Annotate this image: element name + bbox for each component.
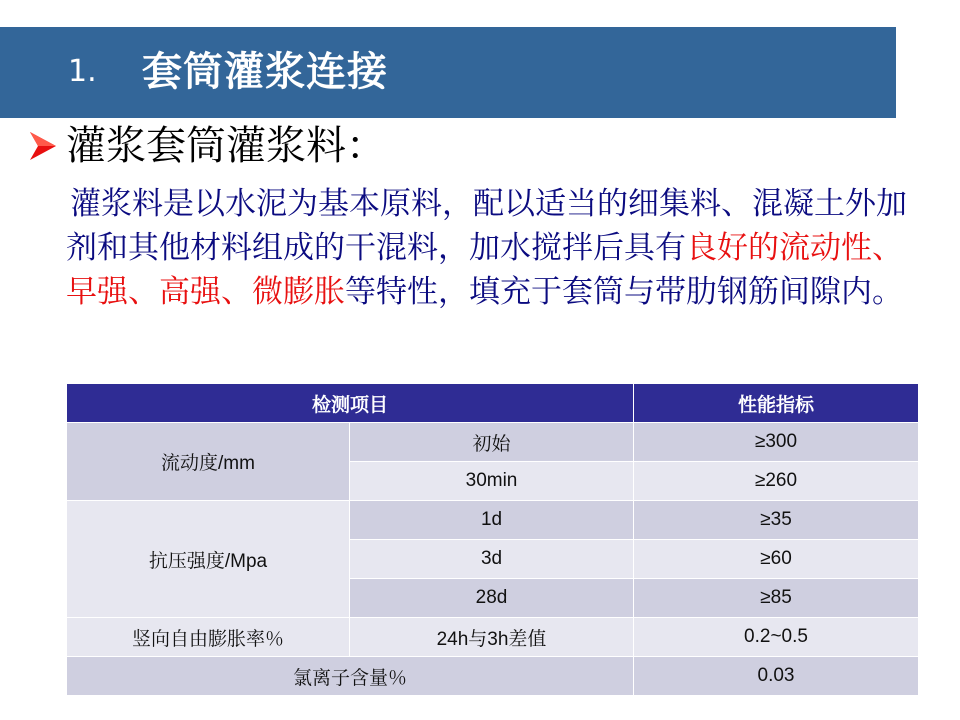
table-row (67, 657, 919, 696)
value-cell: ≥60 (634, 540, 919, 579)
description-paragraph (66, 182, 916, 314)
table-row (67, 618, 919, 657)
table-header-row (67, 384, 919, 423)
page-title: 套筒灌浆连接 (142, 49, 388, 95)
value-cell: 0.03 (634, 657, 919, 696)
sub-item-cell: 3d (350, 540, 634, 579)
table-row (67, 423, 919, 462)
sub-item-cell: 30min (350, 462, 634, 501)
sub-item-cell: 28d (350, 579, 634, 618)
table-row (67, 501, 919, 540)
title-number: 1. (68, 54, 97, 89)
value-cell: ≥85 (634, 579, 919, 618)
item-cell: 竖向自由膨胀率％ (67, 618, 350, 657)
title-bar (0, 27, 896, 118)
value-cell: 0.2~0.5 (634, 618, 919, 657)
paragraph-text-1: 灌浆料是以水泥为基本原料，配以适当的细集料、混凝土外加剂和其他材料组成的干混料，加水搅拌后具有 (66, 186, 907, 266)
item-cell: 流动度/mm (67, 423, 350, 501)
item-cell: 抗压强度/Mpa (67, 501, 350, 618)
sub-item-cell: 1d (350, 501, 634, 540)
sub-item-cell: 初始 (350, 423, 634, 462)
item-cell: 氯离子含量％ (67, 657, 634, 696)
paragraph-highlight: 良好的流动性、早强、高强、微膨胀 (66, 230, 903, 310)
sub-item-cell: 24h与3h差值 (350, 618, 634, 657)
grout-spec-table (66, 383, 919, 696)
value-cell: ≥300 (634, 423, 919, 462)
header-performance: 性能指标 (634, 384, 919, 423)
paragraph-text-2: 等特性，填充于套筒与带肋钢筋间隙内。 (345, 274, 903, 310)
value-cell: ≥260 (634, 462, 919, 501)
header-test-item: 检测项目 (67, 384, 634, 423)
section-heading-text: 灌浆套筒灌浆料： (66, 123, 386, 169)
value-cell: ≥35 (634, 501, 919, 540)
section-heading (28, 118, 386, 174)
red-arrow-bullet-icon (28, 129, 58, 163)
